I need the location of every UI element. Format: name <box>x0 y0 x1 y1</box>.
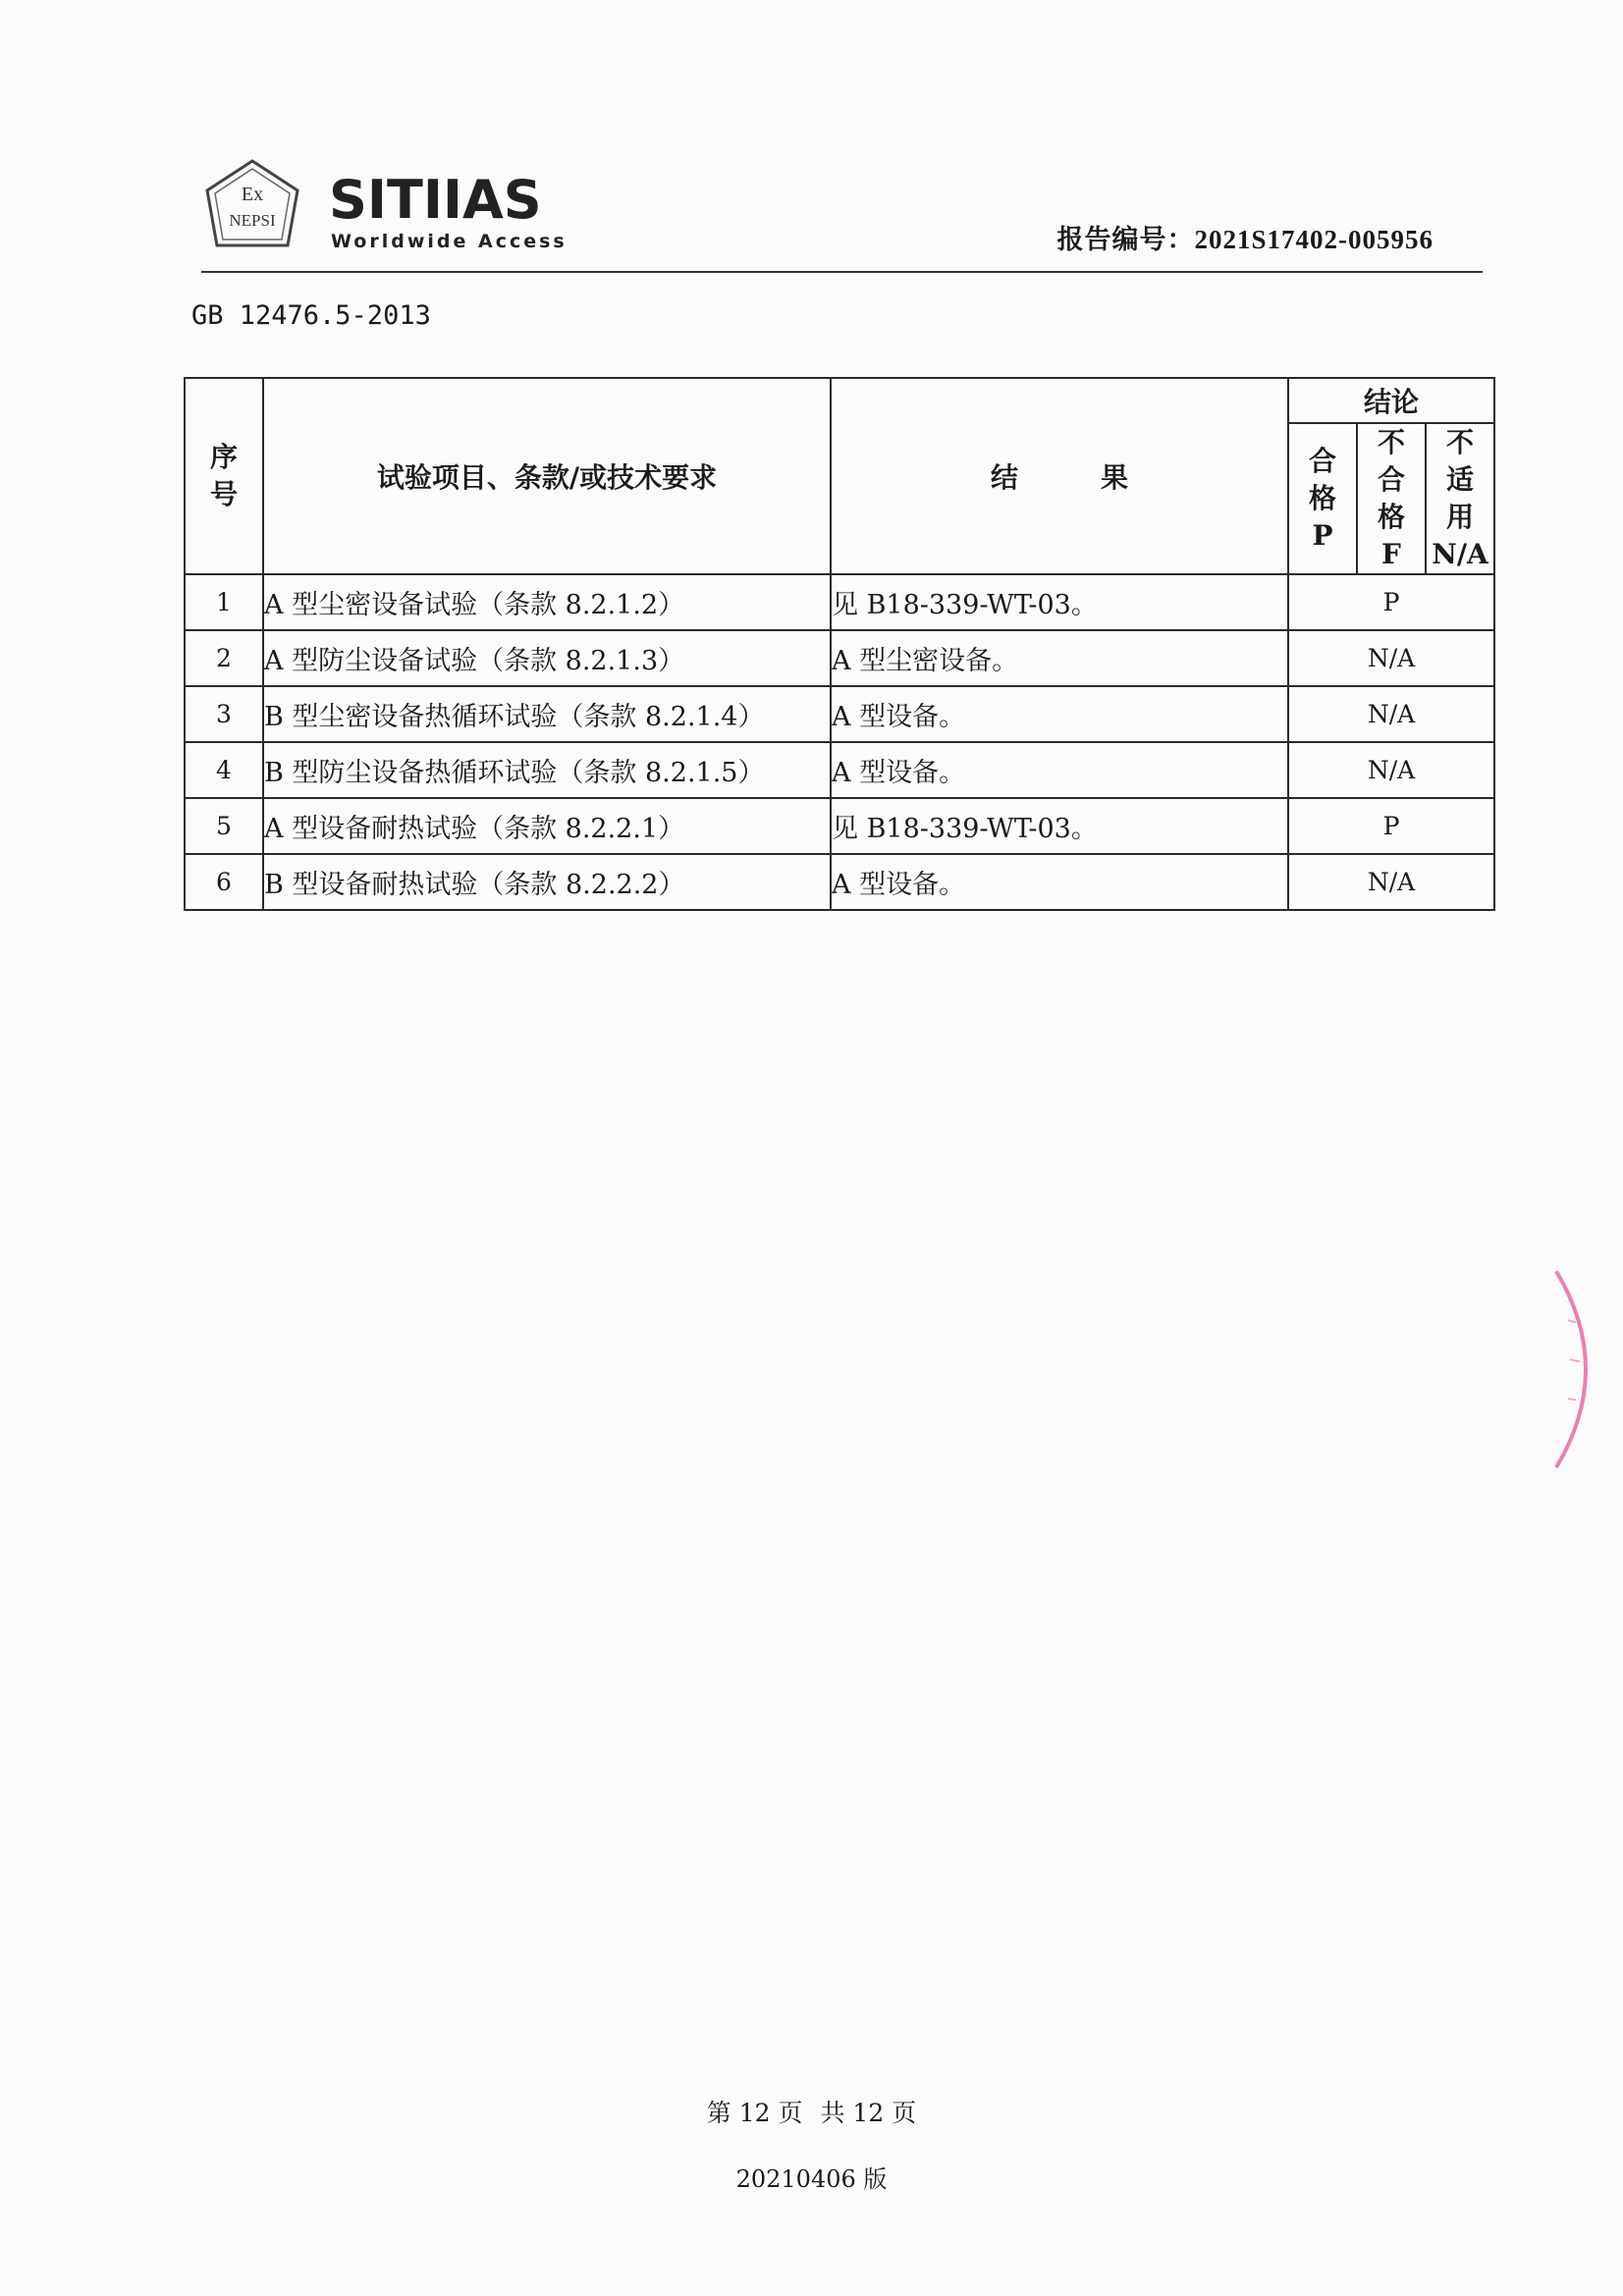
header-result: 结 果 <box>831 378 1288 574</box>
row-no: 4 <box>185 742 263 798</box>
row-no: 3 <box>185 686 263 742</box>
row-conclusion: N/A <box>1288 686 1494 742</box>
header-fail: 不 合 格 F <box>1357 423 1426 574</box>
nepsi-ex-emblem-icon <box>201 157 304 250</box>
page-header <box>201 157 1483 273</box>
header-conclusion: 结论 <box>1288 378 1494 423</box>
row-item: B 型设备耐热试验（条款 8.2.2.2） <box>263 854 831 910</box>
row-result: A 型设备。 <box>831 742 1288 798</box>
header-na: 不 适 用 N/A <box>1426 423 1494 574</box>
table-row <box>185 686 1494 742</box>
table-row <box>185 742 1494 798</box>
row-result: 见 B18-339-WT-03。 <box>831 574 1288 630</box>
svg-text:Ex: Ex <box>241 184 264 205</box>
header-divider <box>201 271 1483 273</box>
row-item: A 型设备耐热试验（条款 8.2.2.1） <box>263 798 831 854</box>
row-conclusion: N/A <box>1288 630 1494 686</box>
table-row <box>185 798 1494 854</box>
row-item: A 型尘密设备试验（条款 8.2.1.2） <box>263 574 831 630</box>
header-no: 序 号 <box>185 378 263 574</box>
row-result: A 型尘密设备。 <box>831 630 1288 686</box>
row-no: 6 <box>185 854 263 910</box>
table-row <box>185 574 1494 630</box>
row-result: A 型设备。 <box>831 854 1288 910</box>
document-version: 20210406 版 <box>735 2165 888 2193</box>
page-number: 第 12 页 共 12 页 <box>706 2099 917 2127</box>
table-row <box>185 854 1494 910</box>
row-no: 5 <box>185 798 263 854</box>
row-result: A 型设备。 <box>831 686 1288 742</box>
test-results-table <box>184 377 1495 911</box>
standard-code: GB 12476.5-2013 <box>191 300 431 331</box>
header-pass: 合 格 P <box>1288 423 1357 574</box>
table-row <box>185 630 1494 686</box>
svg-text:NEPSI: NEPSI <box>229 211 276 230</box>
row-item: A 型防尘设备试验（条款 8.2.1.3） <box>263 630 831 686</box>
row-conclusion: N/A <box>1288 742 1494 798</box>
row-conclusion: P <box>1288 798 1494 854</box>
row-item: B 型尘密设备热循环试验（条款 8.2.1.4） <box>263 686 831 742</box>
header-item: 试验项目、条款/或技术要求 <box>263 378 831 574</box>
row-item: B 型防尘设备热循环试验（条款 8.2.1.5） <box>263 742 831 798</box>
row-conclusion: N/A <box>1288 854 1494 910</box>
seal-stamp-icon <box>1546 1261 1615 1477</box>
row-no: 2 <box>185 630 263 686</box>
row-result: 见 B18-339-WT-03。 <box>831 798 1288 854</box>
svg-text:SITIIAS: SITIIAS <box>329 169 542 231</box>
sitiias-logo <box>329 167 584 255</box>
row-no: 1 <box>185 574 263 630</box>
svg-text:Worldwide Access: Worldwide Access <box>331 231 568 252</box>
report-number: 报告编号：2021S17402-005956 <box>1056 225 1434 254</box>
row-conclusion: P <box>1288 574 1494 630</box>
